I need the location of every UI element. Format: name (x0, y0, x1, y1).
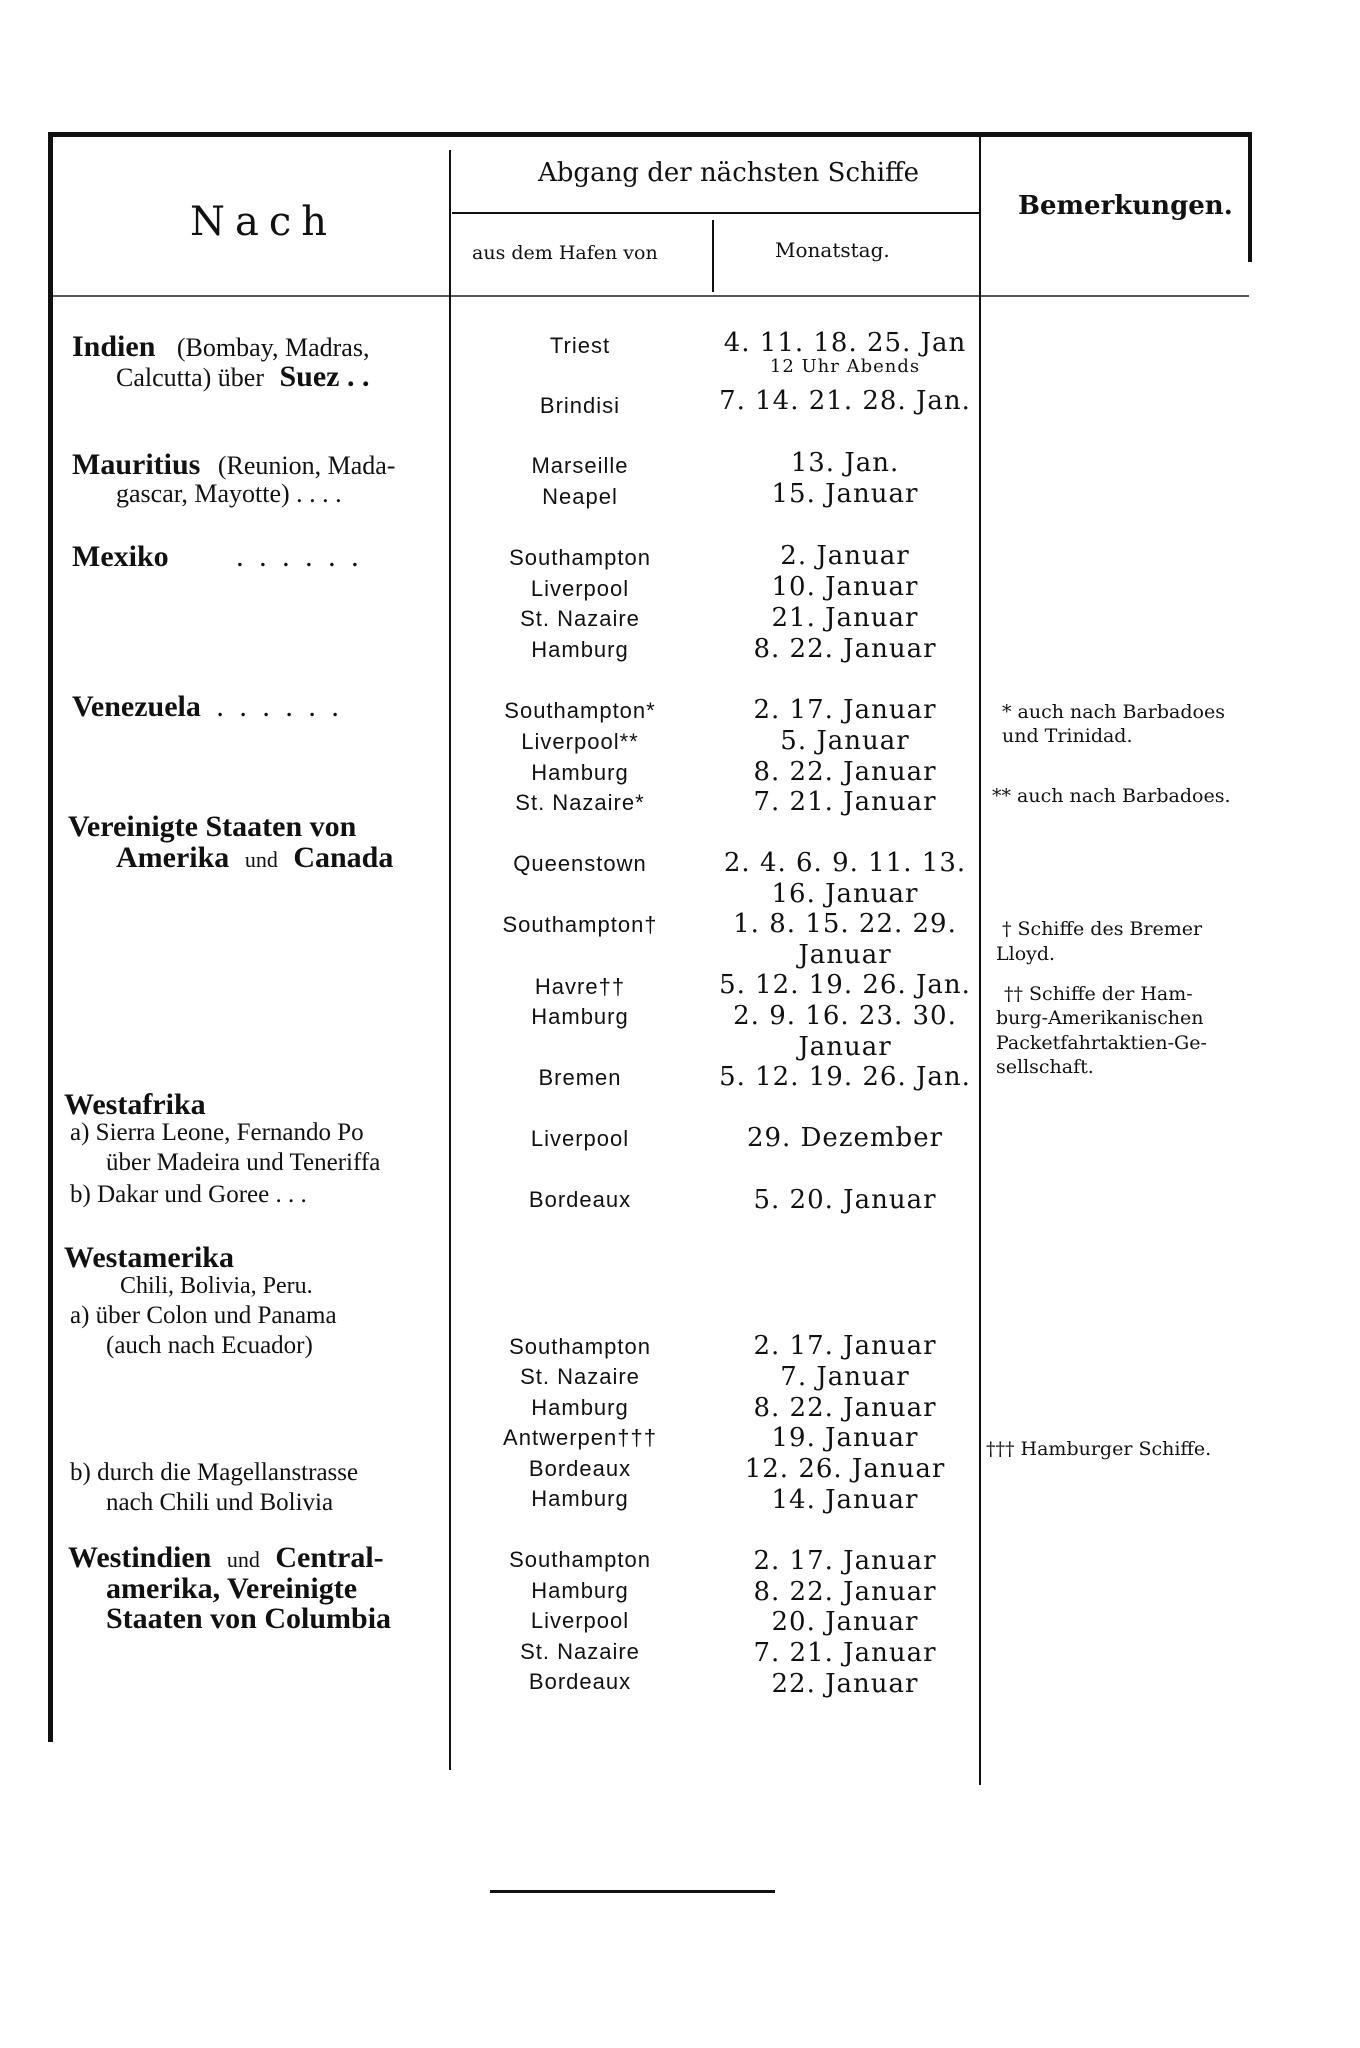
dest-mauritius-name: Mauritius (72, 448, 201, 481)
date-westindien-3: 20. Januar (771, 1607, 919, 1637)
note-venezuela-starstar: ** auch nach Barbadoes. (992, 785, 1231, 807)
port-westindien-liverpool: Liverpool (530, 1608, 630, 1633)
dest-westamerika-sub: Chili, Bolivia, Peru. (120, 1273, 313, 1299)
date-venezuela-4: 7. 21. Januar (753, 787, 937, 817)
dest-westindien-line2 (106, 1574, 357, 1604)
dest-indien-line2 (116, 362, 370, 392)
left-border (48, 132, 53, 1742)
date-bremen: 5. 12. 19. 26. Jan. (719, 1062, 971, 1092)
dest-westindien-central: Central- (275, 1541, 384, 1574)
date-westafrika-1: 29. Dezember (746, 1123, 944, 1153)
right-border (1248, 132, 1252, 262)
dest-westafrika-a: a) Sierra Leone, Fernando Po (70, 1119, 364, 1146)
dest-venezuela-name: Venezuela (72, 690, 201, 723)
date-westindien-4: 7. 21. Januar (753, 1638, 937, 1668)
date-westindien-2: 8. 22. Januar (753, 1577, 937, 1607)
dest-westindien-line3 (106, 1604, 391, 1634)
note-dagger-1: † Schiffe des Bremer (1002, 918, 1203, 940)
dest-mauritius-detail: (Reunion, Mada- (217, 451, 396, 480)
dest-vs-name: Vereinigte Staaten von (68, 810, 357, 843)
date-westamerika-5: 12. 26. Januar (744, 1454, 946, 1484)
dest-westamerika (64, 1243, 234, 1273)
dest-venezuela (72, 692, 343, 722)
note-tdagger: ††† Hamburger Schiffe. (986, 1438, 1212, 1460)
date-queenstown-2: 16. Januar (771, 879, 919, 909)
dest-indien-suez: Suez . . (279, 360, 370, 393)
dest-vs-canada: Canada (293, 841, 394, 874)
date-triest: 4. 11. 18. 25. Jan (723, 328, 967, 358)
dest-indien-detail: (Bombay, Madras, (176, 333, 370, 362)
port-westafrika-liverpool: Liverpool (530, 1126, 630, 1151)
port-mexiko-nazaire: St. Nazaire (520, 606, 640, 631)
date-marseille: 13. Jan. (790, 448, 900, 478)
header-bottom-rule (53, 295, 1249, 297)
note-dagger-2: Lloyd. (996, 943, 1056, 965)
date-mexiko-1: 2. Januar (780, 541, 910, 571)
port-antwerpen: Antwerpen††† (503, 1425, 657, 1450)
date-hamburg-2: Januar (798, 1032, 892, 1062)
dest-westindien-columbia: Staaten von Columbia (106, 1602, 392, 1635)
header-sub-divider (712, 220, 714, 292)
date-southampton-1: 1. 8. 15. 22. 29. (733, 909, 957, 939)
date-westamerika-4: 19. Januar (771, 1423, 919, 1453)
date-mexiko-3: 21. Januar (771, 603, 919, 633)
date-westafrika-2: 5. 20. Januar (753, 1185, 937, 1215)
header-group-title: Abgang der nächsten Schiffe (538, 158, 919, 188)
date-venezuela-1: 2. 17. Januar (753, 695, 937, 725)
port-marseille: Marseille (531, 453, 629, 478)
dest-mauritius-line1 (72, 450, 395, 480)
dest-mauritius-line2: gascar, Mayotte) . . . . (116, 479, 342, 508)
port-westamerika-hamburg: Hamburg (531, 1395, 629, 1420)
header-bemerkungen: Bemerkungen. (1018, 191, 1233, 221)
port-westindien-nazaire: St. Nazaire (520, 1639, 640, 1664)
header-divider-1 (449, 150, 451, 1770)
dest-mexiko (72, 542, 363, 572)
dest-indien-line1 (72, 332, 369, 362)
port-venezuela-liverpool: Liverpool** (521, 729, 639, 754)
note-ddagger-2: burg-Amerikanischen (996, 1007, 1204, 1029)
date-mexiko-2: 10. Januar (771, 572, 919, 602)
port-westindien-southampton: Southampton (509, 1547, 651, 1572)
port-triest: Triest (549, 333, 611, 358)
port-westafrika-bordeaux: Bordeaux (528, 1187, 632, 1212)
date-mexiko-4: 8. 22. Januar (753, 634, 937, 664)
date-havre: 5. 12. 19. 26. Jan. (719, 970, 971, 1000)
port-us-hamburg: Hamburg (531, 1004, 629, 1029)
date-southampton-2: Januar (798, 940, 892, 970)
dest-vs-line1 (68, 812, 356, 842)
dest-westafrika-name: Westafrika (64, 1088, 206, 1121)
date-westamerika-6: 14. Januar (771, 1485, 919, 1515)
port-westamerika-southampton: Southampton (509, 1334, 651, 1359)
port-westindien-bordeaux: Bordeaux (528, 1669, 632, 1694)
date-queenstown-1: 2. 4. 6. 9. 11. 13. (723, 848, 967, 878)
port-mexiko-southampton: Southampton (509, 545, 651, 570)
dest-westamerika-b2: nach Chili und Bolivia (106, 1489, 334, 1516)
port-us-southampton: Southampton† (502, 912, 658, 937)
date-westamerika-3: 8. 22. Januar (753, 1393, 937, 1423)
note-ddagger-1: †† Schiffe der Ham- (1004, 983, 1193, 1005)
dest-westafrika (64, 1090, 206, 1120)
dest-westamerika-name: Westamerika (64, 1241, 234, 1274)
date-venezuela-3: 8. 22. Januar (753, 757, 937, 787)
date-neapel: 15. Januar (771, 479, 919, 509)
port-mexiko-liverpool: Liverpool (530, 576, 630, 601)
date-westindien-1: 2. 17. Januar (753, 1546, 937, 1576)
port-venezuela-hamburg: Hamburg (531, 760, 629, 785)
header-divider-2 (979, 135, 981, 1785)
top-border (48, 132, 1252, 137)
dest-vs-und: und (244, 847, 278, 872)
port-mexiko-hamburg: Hamburg (531, 637, 629, 662)
dest-westamerika-a2: (auch nach Ecuador) (106, 1332, 313, 1359)
date-triest-note: 12 Uhr Abends (769, 356, 921, 377)
port-havre: Havre†† (534, 974, 626, 999)
date-venezuela-2: 5. Januar (780, 726, 910, 756)
date-brindisi: 7. 14. 21. 28. Jan. (719, 386, 971, 416)
port-queenstown: Queenstown (513, 851, 647, 876)
note-ddagger-4: sellschaft. (996, 1056, 1094, 1078)
dest-westafrika-a2: über Madeira und Teneriffa (106, 1149, 381, 1176)
header-group-underline (452, 212, 979, 214)
port-westamerika-hamburg2: Hamburg (531, 1486, 629, 1511)
dest-vs-line2 (116, 843, 393, 873)
port-westamerika-nazaire: St. Nazaire (520, 1364, 640, 1389)
date-westamerika-1: 2. 17. Januar (753, 1331, 937, 1361)
dest-indien-name: Indien (72, 330, 156, 363)
header-hafen: aus dem Hafen von (472, 242, 658, 264)
dest-mexiko-dots: . . . . . . (236, 540, 363, 573)
dest-mexiko-name: Mexiko (72, 540, 169, 573)
note-venezuela-star-1: * auch nach Barbadoes (1002, 701, 1225, 723)
dest-westamerika-b: b) durch die Magellanstrasse (70, 1459, 359, 1486)
date-westamerika-2: 7. Januar (780, 1362, 910, 1392)
dest-westindien-amerika: amerika, Vereinigte (106, 1572, 358, 1605)
port-venezuela-nazaire: St. Nazaire* (515, 790, 645, 815)
port-brindisi: Brindisi (539, 393, 621, 418)
port-venezuela-southampton: Southampton* (504, 698, 656, 723)
port-westindien-hamburg: Hamburg (531, 1578, 629, 1603)
port-bremen: Bremen (538, 1065, 622, 1090)
dest-westindien-und: und (226, 1547, 260, 1572)
dest-indien-via: Calcutta) über (116, 363, 264, 392)
note-ddagger-3: Packetfahrtaktien-Ge- (996, 1032, 1207, 1054)
note-venezuela-star-2: und Trinidad. (1002, 725, 1133, 747)
header-monatstag: Monatstag. (775, 238, 890, 262)
port-westamerika-bordeaux: Bordeaux (528, 1456, 632, 1481)
date-westindien-5: 22. Januar (771, 1669, 919, 1699)
dest-venezuela-dots: . . . . . . (216, 690, 343, 723)
header-nach: Nach (190, 199, 338, 245)
dest-westamerika-a: a) über Colon und Panama (70, 1302, 337, 1329)
dest-westindien-line1 (68, 1543, 384, 1573)
port-neapel: Neapel (542, 484, 618, 509)
date-hamburg-1: 2. 9. 16. 23. 30. (733, 1001, 957, 1031)
footer-rule (490, 1890, 775, 1893)
dest-westindien-name: Westindien (68, 1541, 212, 1574)
dest-vs-amerika: Amerika (116, 841, 230, 874)
dest-westafrika-b: b) Dakar und Goree . . . (70, 1181, 307, 1208)
